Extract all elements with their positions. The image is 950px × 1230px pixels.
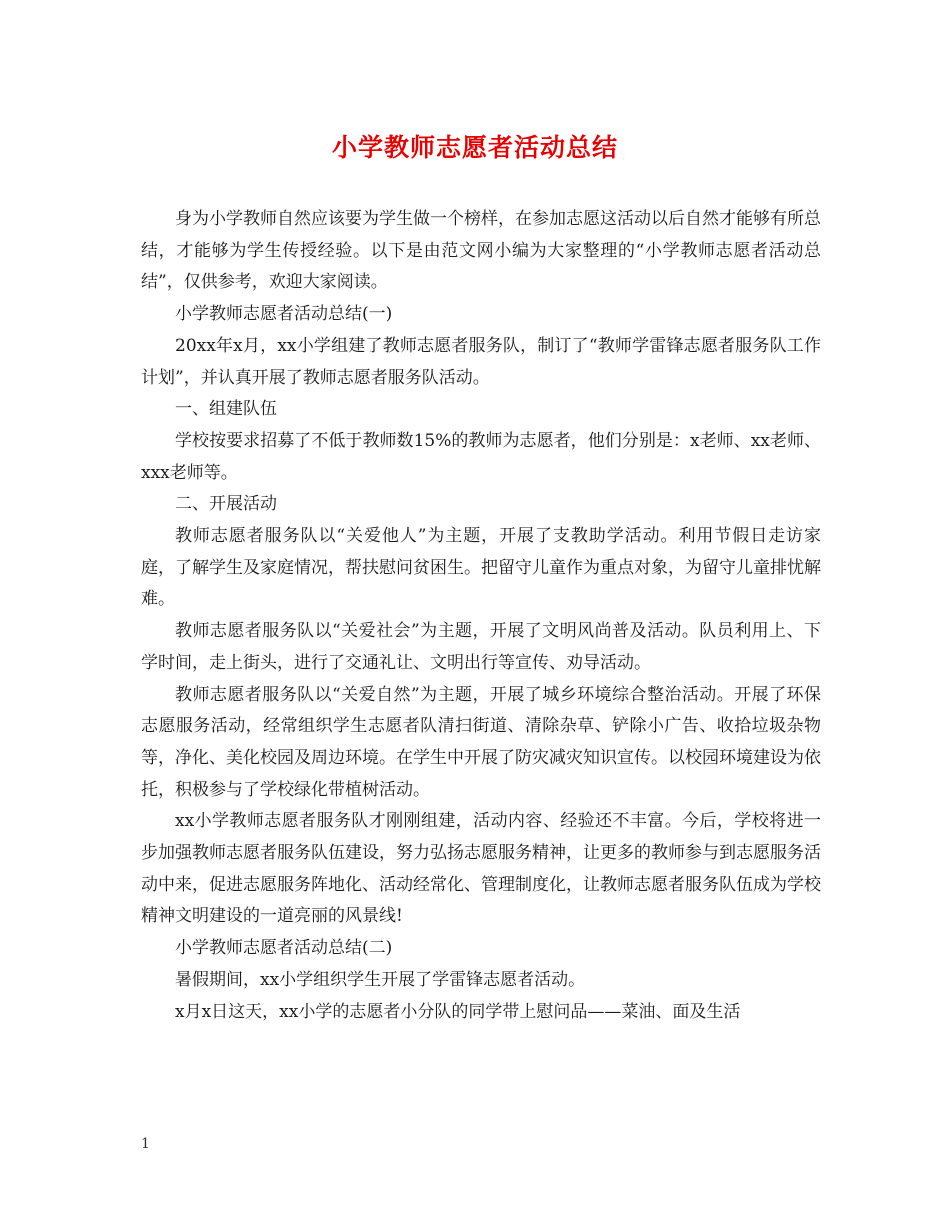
section-heading-1: 小学教师志愿者活动总结(一) bbox=[175, 304, 393, 325]
body-paragraph: x月x日这天，xx小学的志愿者小分队的同学带上慰问品——菜油、面及生活 bbox=[175, 1001, 741, 1022]
body-paragraph: 教师志愿者服务队以“关爱自然”为主题，开展了城乡环境综合整治活动。开展了环保志愿服务活动，经常组织学生志愿者队清扫街道、清除杂草、铲除小广告、收拾垃圾杂物等，净化、美化校园及周边环境。在学生中开展了防灾减灾知识宣传。以校园环境建设为依托，积极参与了学校绿化带植树活动。 bbox=[141, 684, 821, 800]
body-paragraph: xx小学教师志愿者服务队才刚刚组建，活动内容、经验还不丰富。今后，学校将进一步加强教师志愿者服务队伍建设，努力弘扬志愿服务精神，让更多的教师参与到志愿服务活动中来，促进志愿服务阵地化、活动经常化、管理制度化，让教师志愿者服务队伍成为学校精神文明建设的一道亮丽的风景线! bbox=[141, 811, 821, 927]
subheading-form-team: 一、组建队伍 bbox=[175, 399, 277, 420]
document-title: 小学教师志愿者活动总结 bbox=[331, 133, 618, 162]
subheading-activities: 二、开展活动 bbox=[175, 494, 277, 515]
page-number: 1 bbox=[141, 1136, 150, 1152]
body-paragraph: 学校按要求招募了不低于教师数15%的教师为志愿者，他们分别是：x老师、xx老师、xxx老师等。 bbox=[141, 430, 821, 483]
body-paragraph: 暑假期间，xx小学组织学生开展了学雷锋志愿者活动。 bbox=[175, 969, 586, 990]
body-paragraph: 教师志愿者服务队以“关爱他人”为主题，开展了支教助学活动。利用节假日走访家庭，了解学生及家庭情况，帮扶慰问贫困生。把留守儿童作为重点对象，为留守儿童排忧解难。 bbox=[141, 526, 821, 610]
document-body bbox=[141, 204, 821, 1028]
body-paragraph: 20xx年x月，xx小学组建了教师志愿者服务队，制订了“教师学雷锋志愿者服务队工作计划”，并认真开展了教师志愿者服务队活动。 bbox=[141, 335, 821, 388]
intro-paragraph: 身为小学教师自然应该要为学生做一个榜样，在参加志愿这活动以后自然才能够有所总结，才能够为学生传授经验。以下是由范文网小编为大家整理的“小学教师志愿者活动总结”，仅供参考，欢迎大家阅读。 bbox=[141, 209, 821, 293]
section-heading-2: 小学教师志愿者活动总结(二) bbox=[175, 938, 393, 959]
body-paragraph: 教师志愿者服务队以“关爱社会”为主题，开展了文明风尚普及活动。队员利用上、下学时间，走上街头，进行了交通礼让、文明出行等宣传、劝导活动。 bbox=[141, 621, 821, 673]
